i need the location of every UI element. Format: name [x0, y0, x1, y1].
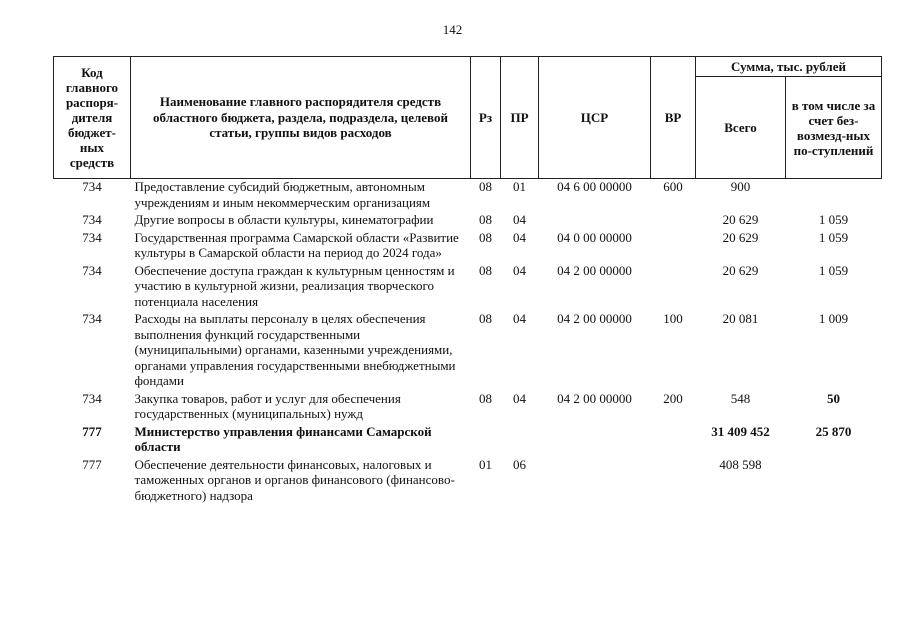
- row-total: 408 598: [719, 456, 762, 472]
- header-incl: в том числе за счет без-возмезд-ных по-ступлений: [786, 77, 882, 179]
- row-incl: 25 870: [815, 423, 852, 439]
- row-name: Предоставление субсидий бюджетным, автономным учреждениям и иным некоммерческим организациям: [134, 179, 431, 210]
- row-name: Обеспечение деятельности финансовых, налоговых и таможенных органов и органов финансового (финансово-бюджетного) надзора: [134, 456, 455, 503]
- row-rz: 08: [479, 262, 492, 278]
- table-row: [54, 311, 882, 391]
- header-name: Наименование главного распорядителя средств областного бюджета, раздела, подраздела, целевой статьи, группы видов расходов: [131, 57, 471, 179]
- row-csr: 04 2 00 00000: [557, 311, 632, 326]
- row-name: Обеспечение доступа граждан к культурным ценностям и участию в культурной жизни, реализация творческого потенциала населения: [134, 262, 455, 309]
- row-vr: 200: [663, 390, 683, 406]
- page-number: 142: [442, 22, 463, 37]
- row-name: Другие вопросы в области культуры, кинематографии: [134, 212, 434, 227]
- row-rz: 08: [479, 229, 492, 245]
- row-name: Министерство управления финансами Самарской области: [134, 423, 432, 454]
- header-total: Всего: [696, 77, 786, 179]
- row-csr: 04 0 00 00000: [557, 229, 632, 245]
- row-pr: 04: [513, 390, 526, 406]
- row-vr: [651, 263, 696, 312]
- row-vr: [651, 457, 696, 506]
- table-row: [54, 391, 882, 424]
- row-csr: [539, 457, 651, 506]
- row-incl: 1 059: [818, 212, 849, 227]
- row-total: 20 629: [722, 212, 759, 227]
- row-total: 20 629: [722, 262, 759, 278]
- row-rz: 08: [479, 390, 492, 406]
- budget-table: [53, 56, 882, 505]
- row-incl: 50: [827, 390, 840, 406]
- row-csr: 04 6 00 00000: [557, 179, 632, 194]
- row-vr: [651, 230, 696, 263]
- row-code: 734: [82, 311, 102, 326]
- row-code: 734: [82, 262, 102, 278]
- row-vr: [651, 424, 696, 457]
- table-row: [54, 457, 882, 506]
- row-code: 777: [82, 456, 102, 472]
- row-code: 777: [82, 423, 102, 439]
- row-rz: 08: [479, 311, 492, 326]
- row-pr: 04: [513, 229, 526, 245]
- row-incl: 1 059: [818, 262, 849, 278]
- row-rz: [471, 424, 501, 457]
- row-name: Государственная программа Самарской области «Развитие культуры в Самарской области на период до 2024 года»: [134, 229, 459, 260]
- header-pr: ПР: [501, 57, 539, 179]
- table-row: [54, 230, 882, 263]
- row-rz: 08: [479, 212, 492, 227]
- row-name: Расходы на выплаты персоналу в целях обеспечения выполнения функций государственными (муниципальными) органами, казенными учреждениями, органами управления государственными внебюджетными фондами: [134, 311, 456, 388]
- row-total: 20 081: [722, 311, 759, 326]
- row-pr: [501, 424, 539, 457]
- header-vr: ВР: [651, 57, 696, 179]
- row-csr: 04 2 00 00000: [557, 262, 632, 278]
- header-csr: ЦСР: [539, 57, 651, 179]
- header-rz: Рз: [471, 57, 501, 179]
- row-code: 734: [82, 229, 102, 245]
- row-pr: 06: [513, 456, 526, 472]
- row-total: 20 629: [722, 229, 759, 245]
- row-incl: [786, 457, 882, 506]
- row-pr: 01: [513, 179, 526, 194]
- row-rz: 01: [479, 456, 492, 472]
- row-code: 734: [82, 390, 102, 406]
- row-incl: [786, 179, 882, 213]
- table-row: [54, 424, 882, 457]
- row-incl: 1 059: [818, 229, 849, 245]
- row-total: 31 409 452: [711, 423, 770, 439]
- row-csr: [539, 424, 651, 457]
- row-name: Закупка товаров, работ и услуг для обеспечения государственных (муниципальных) нужд: [134, 390, 401, 421]
- row-code: 734: [82, 179, 102, 194]
- row-csr: [539, 212, 651, 230]
- row-total: 900: [730, 179, 751, 194]
- row-pr: 04: [513, 212, 526, 227]
- row-pr: 04: [513, 262, 526, 278]
- table-row: [54, 179, 882, 213]
- row-incl: 1 009: [818, 311, 849, 326]
- row-total: 548: [730, 390, 751, 406]
- row-rz: 08: [479, 179, 492, 194]
- row-pr: 04: [513, 311, 526, 326]
- row-csr: 04 2 00 00000: [557, 390, 632, 406]
- row-vr: 100: [663, 311, 683, 326]
- row-code: 734: [82, 212, 102, 227]
- table-row: [54, 263, 882, 312]
- header-code: Код главного распоря-дителя бюджет-ных средств: [54, 57, 131, 179]
- header-sum: Сумма, тыс. рублей: [696, 57, 882, 77]
- table-row: [54, 212, 882, 230]
- row-vr: [651, 212, 696, 230]
- row-vr: 600: [663, 179, 683, 194]
